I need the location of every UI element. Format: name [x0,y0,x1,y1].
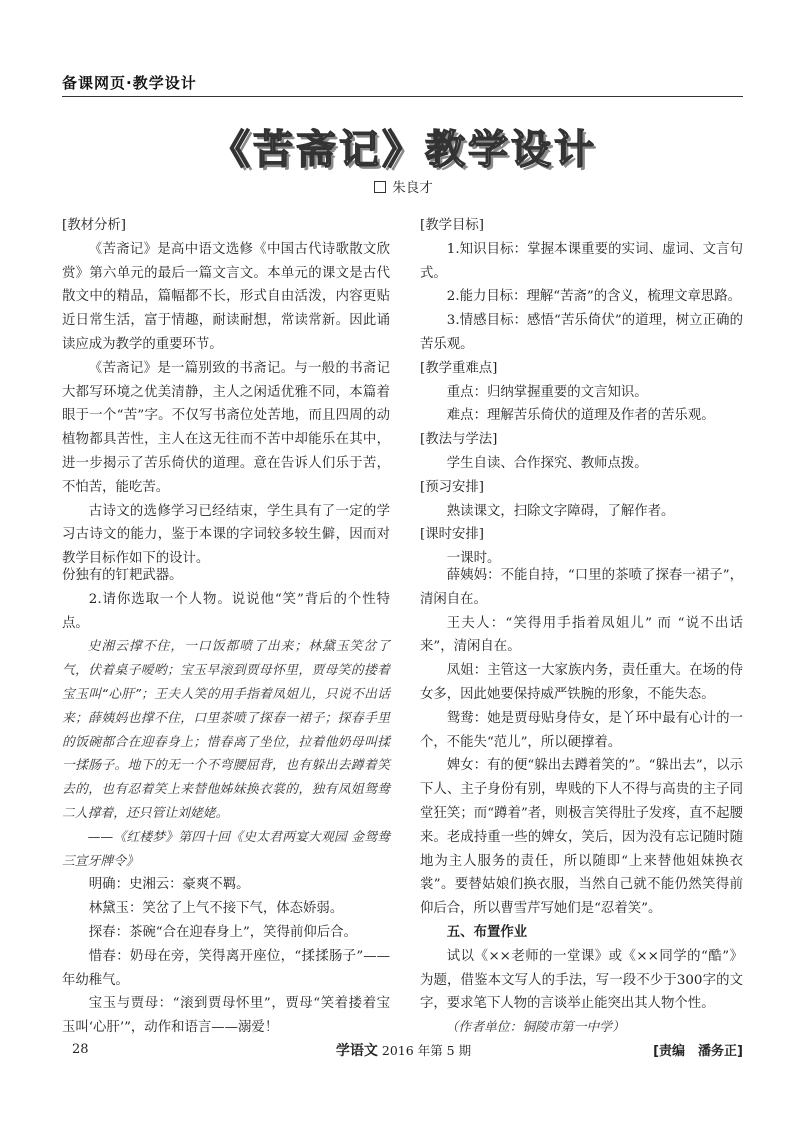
author-name: 朱良才 [392,180,433,196]
paragraph: 份独有的钉耙武器。 [62,568,183,583]
paragraph: 1.知识目标：掌握本课重要的实词、虚词、文言句式。 [420,241,743,281]
section-heading: [预习安排] [420,479,485,495]
section-heading: [课时安排] [420,527,485,543]
column-top-right [420,214,743,571]
paragraph: 鸳鸯：她是贾母贴身侍女，是丫环中最有心计的一个，不能失“范儿”，所以硬撑着。 [420,710,743,750]
magazine-name: 学语文 [335,1043,378,1059]
paragraph: 重点：归纳掌握重要的文言知识。 [446,384,648,400]
paragraph: 试以《××老师的一堂课》或《××同学的“酷”》为题，借鉴本文写人的手法，写一段不少于300字的文字，要求笔下人物的言谈举止能突出其人物个性。 [420,948,743,1012]
editor-credit: [责编 潘务正] [653,1043,743,1059]
header-rule [62,96,743,97]
paragraph: 《苦斋记》是高中语文选修《中国古代诗歌散文欣赏》第六单元的最后一篇文言文。本单元的课文是古代散文中的精品，篇幅都不长，形式自由活泼，内容更贴近日常生活，富于情趣，耐读耐想，常读常新。因此诵读应成为教学的重要环节。 [62,241,390,352]
paragraph: 宝玉与贾母：“滚到贾母怀里”，贾母“笑着搂着宝玉叫‘心肝’”，动作和语言——溺爱！ [62,996,390,1036]
article-title: 《苦斋记》教学设计 [210,127,597,173]
footer-issue [0,1040,807,1060]
paragraph: 古诗文的选修学习已经结束，学生具有了一定的学习古诗文的能力，鉴于本课的字词较多较生僻，因而对教学目标作如下的设计。 [62,503,390,567]
paragraph: 薛姨妈：不能自持，“口里的茶喷了探春一裙子”，清闲自在。 [420,568,743,607]
paragraph: 凤姐：主管这一大家族内务，责任重大。在场的侍女多，因此她要保持威严铁腕的形象，不能失态。 [420,663,743,702]
section-heading: [教学目标] [420,218,485,233]
paragraph: 学生自读、合作探究、教师点拨。 [446,455,648,471]
paragraph: 明确：史湘云：豪爽不羁。 [88,877,250,893]
section-heading: [教法与学法] [420,432,498,448]
column-bottom-left [62,564,390,1040]
paragraph: 难点：理解苦乐倚伏的道理及作者的苦乐观。 [446,408,715,424]
paragraph: 王夫人：“笑得用手指着凤姐儿” 而 “说不出话来”，清闲自在。 [420,615,743,655]
paragraph: 婢女：有的便“躲出去蹲着笑的”。“躲出去”，以示下人、主子身份有别，卑贱的下人不得与高贵的主子同堂狂笑；而“蹲着”者，则极言笑得肚子发疼，直不起腰来。老成持重一些的婢女，笑后，因为没有忘记随时随地为主人服务的责任，所以随即“上来替他姐妹换衣裳”。要替姑娘们换衣服，当然自己就不能仍然笑得前仰后合，所以曹雪芹写她们是“忍着笑”。 [420,758,743,917]
author-affiliation: （作者单位：铜陵市第一中学） [445,1020,625,1036]
page-number: 28 [72,1042,89,1057]
author-box-icon [374,181,386,193]
excerpt-source: ——《红楼梦》第四十回《史太君两宴大观园 金鸳鸯三宣牙牌令》 [62,829,390,869]
issue-info: 2016 年第 5 期 [381,1043,472,1058]
section-heading: 五、布置作业 [446,924,528,940]
section-heading: [教材分析] [62,218,127,233]
column-top-left [62,214,390,571]
quoted-excerpt: 史湘云撑不住，一口饭都喷了出来；林黛玉笑岔了气，伏着桌子嗳哟；宝玉早滚到贾母怀里，贾母笑的搂着宝玉叫“心肝”；王夫人笑的用手指着凤姐儿，只说不出话来；薛姨妈也撑不住，口里茶喷了探春一裙子；探春手里的饭碗都合在迎春身上；惜春离了坐位，拉着他奶母叫揉一揉肠子。地下的无一个不弯腰屈背，也有躲出去蹲着笑去的，也有忍着笑上来替他姊妹换衣裳的，独有凤姐鸳鸯二人撑着，还只管让刘姥姥。 [62,639,390,821]
paragraph: 《苦斋记》是一篇别致的书斋记。与一般的书斋记大都写环境之优美清静，主人之闲适优雅不同，本篇着眼于一个“苦”字。不仅写书斋位处苦地，而且四周的动植物都具苦性，主人在这无往而不苦中却能乐在其中，进一步揭示了苦乐倚伏的道理。意在告诉人们乐于苦，不怕苦，能吃苦。 [62,360,390,495]
paragraph: 熟读课文，扫除文字障碍，了解作者。 [446,503,675,519]
paragraph: 惜春：奶母在旁，笑得离开座位，“揉揉肠子”——年幼稚气。 [62,948,390,988]
paragraph: 3.情感目标：感悟“苦乐倚伏”的道理，树立正确的苦乐观。 [420,313,743,352]
paragraph: 林黛玉：笑岔了上气不接下气，体态娇弱。 [88,901,344,917]
column-bottom-right [420,564,743,1064]
paragraph: 探春：茶碗“合在迎春身上”，笑得前仰后合。 [88,924,357,940]
column-header: 备课网页·教学设计 [62,74,197,92]
author-line [0,176,807,196]
paragraph: 2.能力目标：理解“苦斋”的含义，梳理文章思路。 [446,289,742,305]
section-heading: [教学重难点] [420,360,498,376]
paragraph: 一课时。 [446,551,501,567]
paragraph: 2.请你选取一个人物。说说他“笑”背后的个性特点。 [62,591,390,631]
